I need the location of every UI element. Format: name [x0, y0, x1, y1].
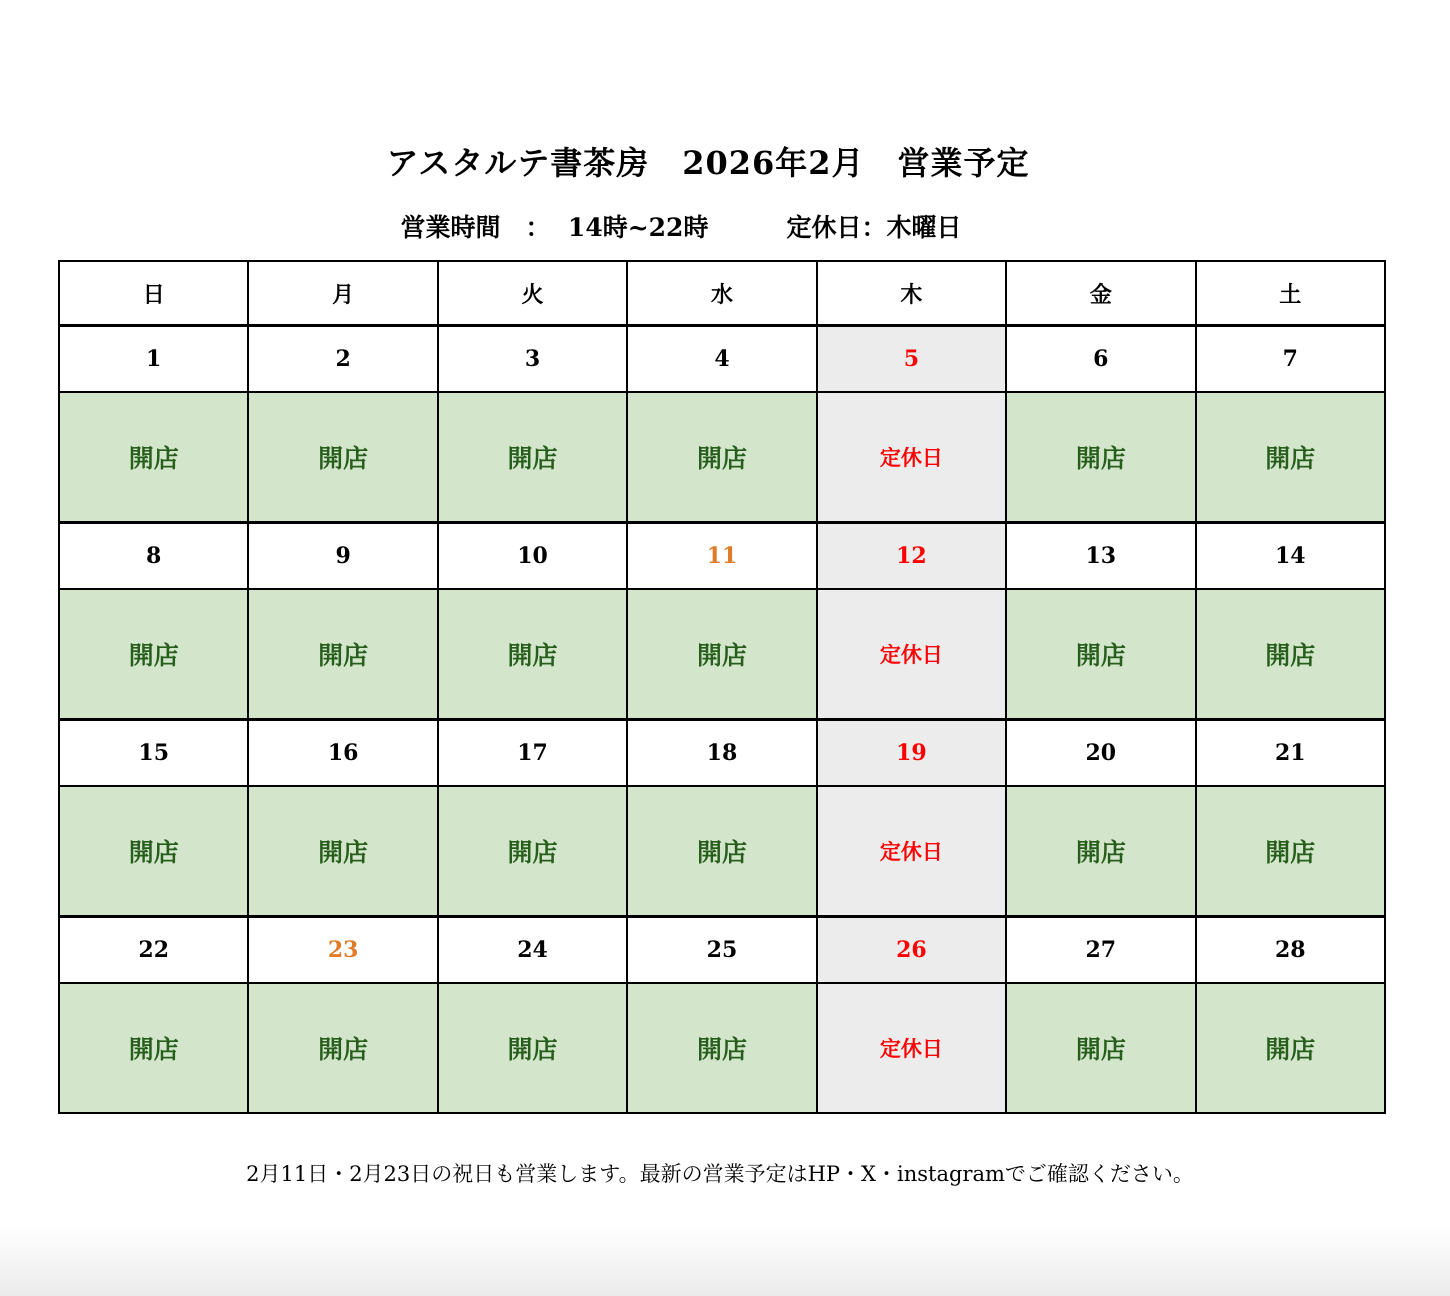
date-cell: 13 [1006, 523, 1195, 590]
status-open: 開店 [627, 589, 816, 720]
weekday-sat: 土 [1196, 261, 1385, 326]
date-cell-holiday: 23 [248, 917, 437, 984]
business-info [0, 208, 1362, 244]
date-cell: 27 [1006, 917, 1195, 984]
date-cell: 3 [438, 326, 627, 393]
weekday-sun: 日 [59, 261, 248, 326]
date-row [59, 326, 1385, 393]
date-cell: 14 [1196, 523, 1385, 590]
date-cell: 15 [59, 720, 248, 787]
date-cell: 20 [1006, 720, 1195, 787]
status-open: 開店 [1006, 589, 1195, 720]
weekday-fri: 金 [1006, 261, 1195, 326]
business-hours: 営業時間 ： 14時~22時 [400, 213, 709, 242]
status-row [59, 983, 1385, 1113]
weekday-header-row [59, 261, 1385, 326]
status-open: 開店 [1006, 983, 1195, 1113]
date-cell-closed: 26 [817, 917, 1006, 984]
date-row [59, 917, 1385, 984]
status-row [59, 786, 1385, 917]
status-closed: 定休日 [817, 786, 1006, 917]
date-cell-closed: 5 [817, 326, 1006, 393]
date-cell: 9 [248, 523, 437, 590]
status-open: 開店 [1196, 786, 1385, 917]
date-cell: 4 [627, 326, 816, 393]
status-open: 開店 [248, 983, 437, 1113]
date-cell: 28 [1196, 917, 1385, 984]
status-open: 開店 [627, 983, 816, 1113]
status-open: 開店 [1196, 983, 1385, 1113]
status-open: 開店 [438, 589, 627, 720]
status-open: 開店 [248, 589, 437, 720]
status-closed: 定休日 [817, 983, 1006, 1113]
status-open: 開店 [59, 589, 248, 720]
status-open: 開店 [438, 392, 627, 523]
status-open: 開店 [59, 392, 248, 523]
status-open: 開店 [59, 983, 248, 1113]
date-cell: 2 [248, 326, 437, 393]
status-open: 開店 [438, 983, 627, 1113]
date-cell: 24 [438, 917, 627, 984]
status-open: 開店 [627, 392, 816, 523]
footnote: 2月11日・2月23日の祝日も営業します。最新の営業予定はHP・X・instagramでご確認ください。 [246, 1162, 1194, 1186]
status-open: 開店 [627, 786, 816, 917]
status-open: 開店 [1196, 392, 1385, 523]
date-cell: 7 [1196, 326, 1385, 393]
calendar-table [58, 260, 1386, 1114]
status-open: 開店 [248, 392, 437, 523]
weekday-wed: 水 [627, 261, 816, 326]
date-cell: 18 [627, 720, 816, 787]
date-cell: 17 [438, 720, 627, 787]
date-cell: 16 [248, 720, 437, 787]
weekday-tue: 火 [438, 261, 627, 326]
date-cell: 8 [59, 523, 248, 590]
status-open: 開店 [438, 786, 627, 917]
status-open: 開店 [1196, 589, 1385, 720]
date-row [59, 720, 1385, 787]
regular-holiday: 定休日：木曜日 [786, 213, 962, 242]
status-row [59, 589, 1385, 720]
date-row [59, 523, 1385, 590]
date-cell-holiday: 11 [627, 523, 816, 590]
weekday-thu: 木 [817, 261, 1006, 326]
page-title: アスタルテ書茶房 2026年2月 営業予定 [386, 144, 1030, 182]
status-closed: 定休日 [817, 589, 1006, 720]
date-cell-closed: 12 [817, 523, 1006, 590]
date-cell: 21 [1196, 720, 1385, 787]
status-open: 開店 [59, 786, 248, 917]
status-open: 開店 [1006, 786, 1195, 917]
weekday-mon: 月 [248, 261, 437, 326]
date-cell: 6 [1006, 326, 1195, 393]
date-cell: 25 [627, 917, 816, 984]
date-cell: 10 [438, 523, 627, 590]
bottom-shade [0, 1226, 1450, 1296]
date-cell-closed: 19 [817, 720, 1006, 787]
status-row [59, 392, 1385, 523]
status-open: 開店 [248, 786, 437, 917]
date-cell: 1 [59, 326, 248, 393]
date-cell: 22 [59, 917, 248, 984]
status-open: 開店 [1006, 392, 1195, 523]
status-closed: 定休日 [817, 392, 1006, 523]
